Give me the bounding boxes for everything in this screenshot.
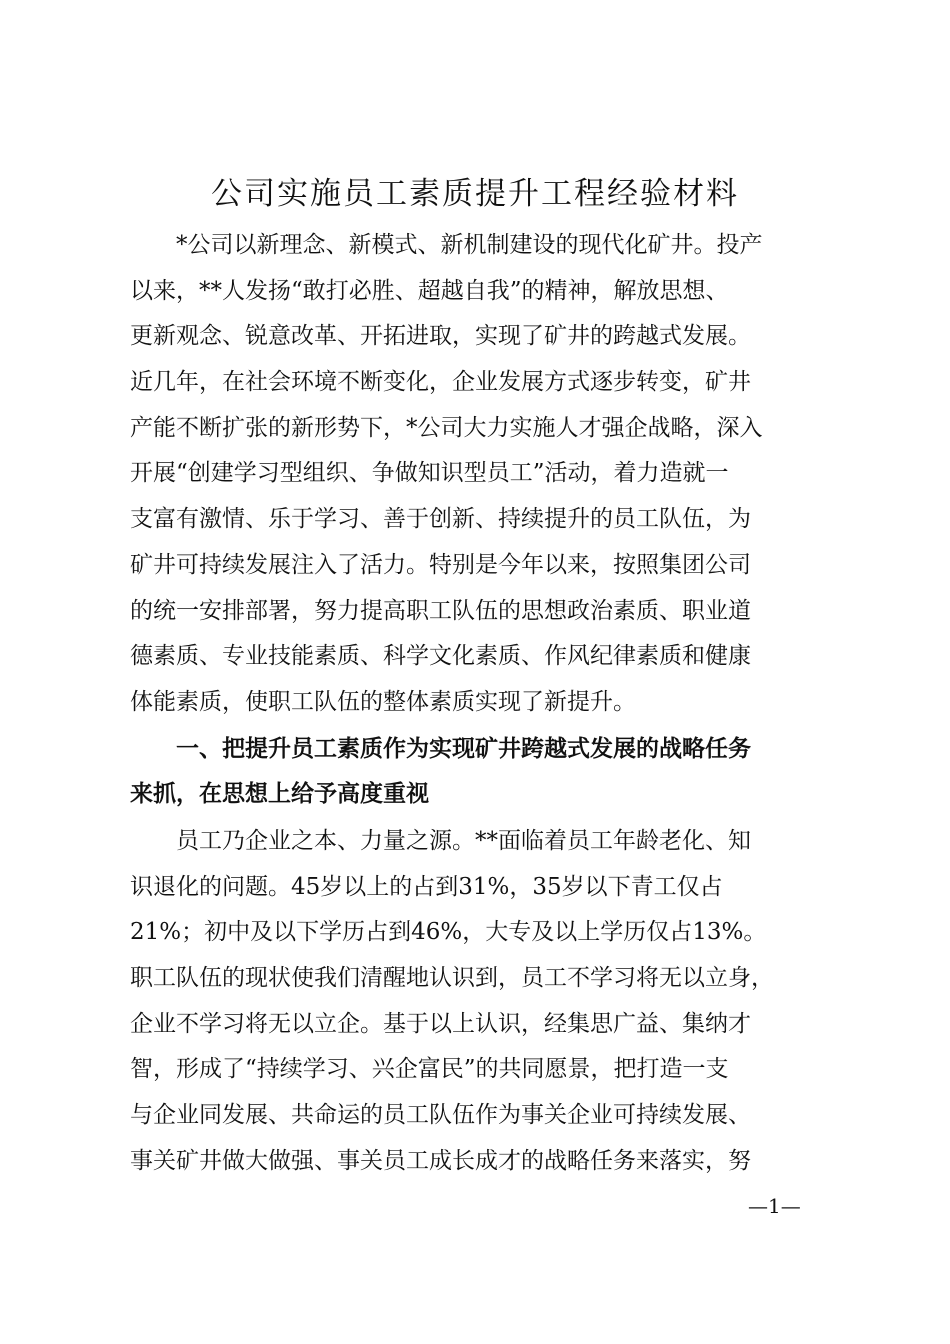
body-line: 矿井可持续发展注入了活力。特别是今年以来，按照集团公司 [130,552,751,578]
body-line: 事关矿井做大做强、事关员工成长成才的战略任务来落实，努 [130,1148,751,1174]
body-line: 职工队伍的现状使我们清醒地认识到，员工不学习将无以立身， [130,965,774,991]
body-line: 员工乃企业之本、力量之源。**面临着员工年龄老化、知 [130,828,751,854]
body-line: 21%；初中及以下学历占到46%，大专及以上学历仅占13%。 [130,919,767,945]
section-heading: 来抓，在思想上给予高度重视 [130,781,429,807]
body-line: 支富有激情、乐于学习、善于创新、持续提升的员工队伍，为 [130,506,751,532]
body-line: *公司以新理念、新模式、新机制建设的现代化矿井。投产 [130,232,763,258]
body-line: 德素质、专业技能素质、科学文化素质、作风纪律素质和健康 [130,643,751,669]
body-line: 产能不断扩张的新形势下，*公司大力实施人才强企战略，深入 [130,415,763,441]
body-line: 与企业同发展、共命运的员工队伍作为事关企业可持续发展、 [130,1102,751,1128]
body-line: 的统一安排部署，努力提高职工队伍的思想政治素质、职业道 [130,598,751,624]
body-line: 更新观念、锐意改革、开拓进取，实现了矿井的跨越式发展。 [130,323,751,349]
body-line: 智，形成了“持续学习、兴企富民”的共同愿景，把打造一支 [130,1056,729,1082]
body-line: 企业不学习将无以立企。基于以上认识，经集思广益、集纳才 [130,1011,751,1037]
section-heading: 一、把提升员工素质作为实现矿井跨越式发展的战略任务 [130,736,751,762]
body-line: 体能素质，使职工队伍的整体素质实现了新提升。 [130,689,636,715]
body-line: 开展“创建学习型组织、争做知识型员工”活动，着力造就一 [130,460,729,486]
body-line: 以来，**人发扬“敢打必胜、超越自我”的精神，解放思想、 [130,278,729,304]
page-number: —1— [748,1194,801,1218]
body-line: 近几年，在社会环境不断变化，企业发展方式逐步转变，矿井 [130,369,751,395]
body-line: 识退化的问题。45岁以上的占到31%，35岁以下青工仅占 [130,874,723,900]
document-title: 公司实施员工素质提升工程经验材料 [211,176,739,212]
